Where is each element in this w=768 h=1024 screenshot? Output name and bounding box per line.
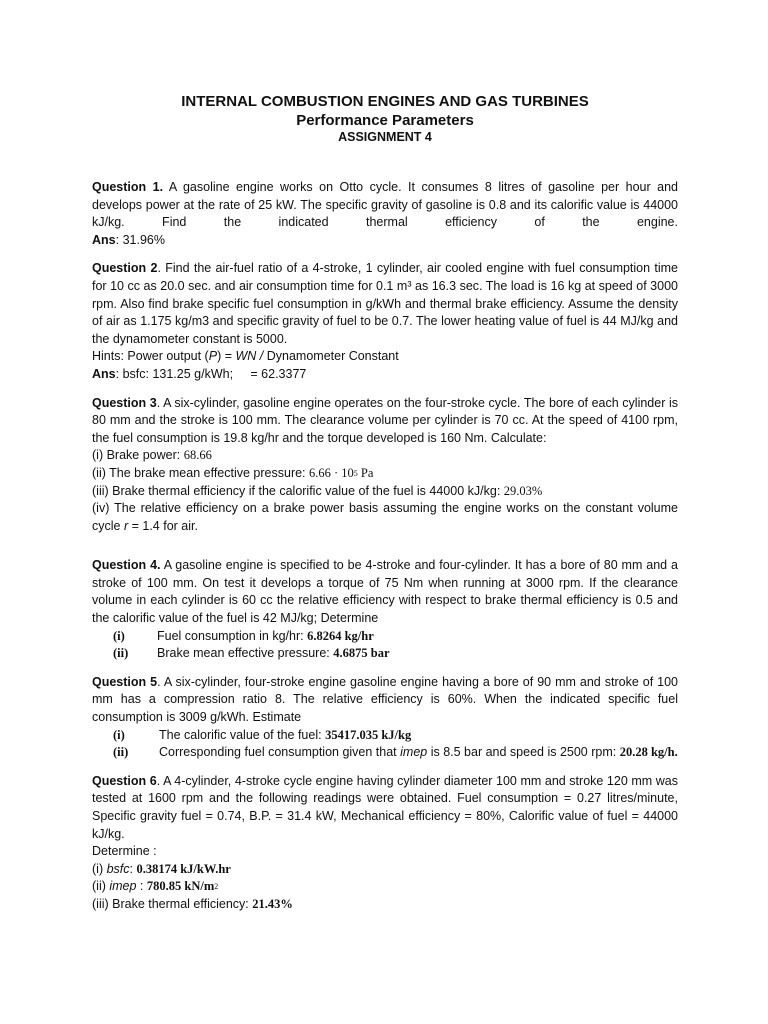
question-text: . A 4-cylinder, 4-stroke cycle engine having cylinder diameter 100 mm and stroke 120 mm was tested at 1600 rpm and the following readings were obtained. Fuel consumption = 0.27 litres/minute, Specific gravity fuel = 0.74, B.P. = 31.4 kW, Mechanical efficiency = 80%, Calorific value of fuel = 44000 kJ/kg. — [92, 773, 678, 841]
question-4 — [92, 557, 678, 663]
sub-question-i: (i) Brake power: 68.66 — [92, 448, 212, 463]
assignment-number: ASSIGNMENT 4 — [338, 130, 432, 144]
sub-question-ii: (ii) Brake mean effective pressure: 4.6875 bar — [113, 646, 390, 661]
sub-question-iv: (iv) The relative efficiency on a brake power basis assuming the engine works on the constant volume cycle r = 1.4 for air. — [92, 501, 678, 533]
sub-question-i: (i) bsfc: 0.38174 kJ/kW.hr — [92, 861, 231, 876]
question-label: Question 5 — [92, 674, 158, 689]
document-subtitle: Performance Parameters — [296, 112, 474, 129]
question-5 — [92, 674, 678, 762]
question-text: . A six-cylinder, gasoline engine operates on the four-stroke cycle. The bore of each cylinder is 80 mm and the stroke is 100 mm. The clearance volume per cylinder is 70 cc. At the speed of 4100 rpm, the fuel consumption is 19.8 kg/hr and the torque developed is 160 Nm. Calculate: — [92, 395, 678, 445]
question-2 — [92, 260, 678, 383]
answer: Ans: 31.96% — [92, 232, 165, 247]
sub-question-i: (i) The calorific value of the fuel: 35417.035 kJ/kg — [113, 727, 412, 742]
question-text: A gasoline engine works on Otto cycle. It consumes 8 litres of gasoline per hour and develops power at the rate of 25 kW. The specific gravity of gasoline is 0.8 and its calorific value is 44000 kJ/kg. Find the indicated thermal efficiency of the engine. — [92, 180, 678, 230]
sub-question-iii: (iii) Brake thermal efficiency if the calorific value of the fuel is 44000 kJ/kg: 29.03% — [92, 483, 543, 498]
assignment-page — [92, 92, 678, 914]
question-1 — [92, 179, 678, 249]
question-text: . A six-cylinder, four-stroke engine gasoline engine having a bore of 90 mm and stroke of 100 mm has a compression ratio 8. The relative efficiency is 60%. When the indicated specific fuel consumption is 3009 g/kWh. Estimate — [92, 674, 679, 725]
question-text: . Find the air-fuel ratio of a 4-stroke, 1 cylinder, air cooled engine with fuel consumption time for 10 cc as 20.0 sec. and air consumption time for 0.1 m³ as 16.3 sec. The load is 16 kg at speed of 3000 rpm. Also find brake specific fuel consumption in g/kWh and thermal brake efficiency. Assume the density of air as 1.175 kg/m3 and specific gravity of fuel to be 0.7. The lower heating value of fuel is 44 MJ/kg and the dynamometer constant is 5000. — [92, 261, 679, 346]
answer: Ans: bsfc: 131.25 g/kWh; = 62.3377 — [92, 366, 307, 381]
hints: Hints: Power output (P) = WN / Dynamometer Constant — [92, 349, 399, 364]
determine-label: Determine : — [92, 844, 157, 859]
sub-question-i: (i) Fuel consumption in kg/hr: 6.8264 kg/hr — [113, 628, 374, 643]
sub-question-ii: (ii) The brake mean effective pressure: $6.66 \cdot 10^5$ Pa — [92, 465, 374, 480]
sub-question-ii: (ii) Corresponding fuel consumption given that imep is 8.5 bar and speed is 2500 rpm: 20.28 kg/h. — [113, 745, 678, 760]
document-title: INTERNAL COMBUSTION ENGINES AND GAS TURBINES — [181, 93, 589, 110]
question-6 — [92, 773, 678, 914]
sub-question-iii: (iii) Brake thermal efficiency: 21.43% — [92, 896, 293, 911]
question-label: Question 3 — [92, 395, 157, 410]
question-label: Question 6 — [92, 773, 157, 788]
sub-question-ii: (ii) imep : 780.85 $kN/m^2$ — [92, 879, 219, 894]
question-label: Question 1. — [92, 180, 164, 194]
question-3 — [92, 395, 678, 536]
question-text: A gasoline engine is specified to be 4-stroke and four-cylinder. It has a bore of 80 mm and a stroke of 100 mm. On test it develops a torque of 75 Nm when running at 3000 rpm. If the clearance volume in each cylinder is 60 cc the relative efficiency with respect to brake thermal efficiency is 0.5 and the calorific value of the fuel is 42 MJ/kg; Determine — [92, 558, 678, 626]
question-label: Question 2 — [92, 261, 158, 276]
question-label: Question 4. — [92, 558, 161, 573]
document-header — [92, 92, 678, 145]
